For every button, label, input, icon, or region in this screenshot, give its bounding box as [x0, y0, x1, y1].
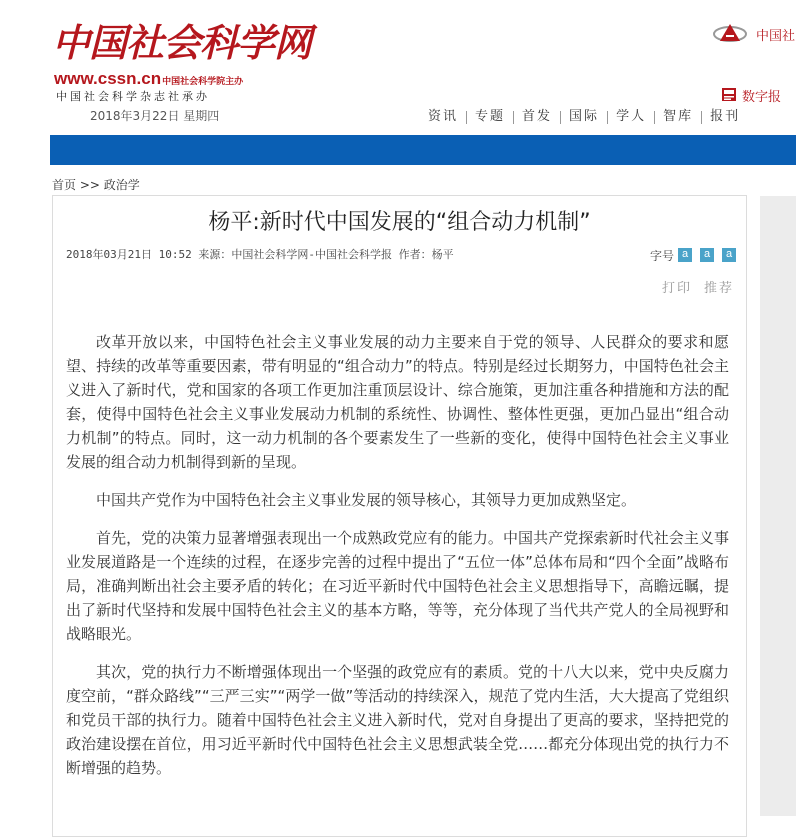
- site-logo[interactable]: 中国社会科学网: [52, 20, 312, 65]
- article-title: 杨平:新时代中国发展的“组合动力机制”: [208, 210, 591, 235]
- nav-item-topics[interactable]: 专题: [475, 109, 506, 124]
- print-button[interactable]: 打印: [662, 281, 693, 296]
- article-meta: 2018年03月21日 10:52 来源：中国社会科学网-中国社会科学报 作者：杨平: [66, 248, 454, 261]
- publisher-note: 中国社会科学杂志社承办: [56, 90, 210, 103]
- nav-item-international[interactable]: 国际: [569, 109, 600, 124]
- nav-item-news[interactable]: 资讯: [428, 109, 459, 124]
- right-sidebar: [760, 196, 796, 816]
- font-size-medium-button[interactable]: a: [700, 248, 714, 262]
- breadcrumb-section[interactable]: 政治学: [103, 178, 140, 192]
- font-size-large-button[interactable]: a: [722, 248, 736, 262]
- host-note: 中国社会科学院主办: [162, 76, 244, 86]
- partner-logo-icon[interactable]: [712, 22, 748, 44]
- digital-newspaper-link[interactable]: 数字报: [742, 90, 782, 105]
- main-nav-bar: [50, 135, 796, 165]
- breadcrumb-home[interactable]: 首页: [52, 178, 77, 192]
- font-size-small-button[interactable]: a: [678, 248, 692, 262]
- partner-link[interactable]: 中国社: [756, 29, 796, 44]
- site-url[interactable]: [54, 70, 243, 90]
- font-size-label: 字号: [650, 249, 675, 263]
- breadcrumb-separator: >>: [79, 178, 100, 192]
- article-paragraph: 中国共产党作为中国特色社会主义事业发展的领导核心，其领导力更加成熟坚定。: [96, 491, 637, 509]
- nav-item-journals[interactable]: 报刊: [710, 109, 741, 124]
- nav-item-think-tank[interactable]: 智库: [663, 109, 694, 124]
- current-date: 2018年3月22日 星期四: [90, 109, 220, 123]
- nav-item-first-release[interactable]: 首发: [522, 109, 553, 124]
- nav-item-scholars[interactable]: 学人: [616, 109, 647, 124]
- newspaper-icon: [721, 87, 737, 102]
- top-nav: [420, 109, 748, 125]
- article-paragraph: 改革开放以来，中国特色社会主义事业发展的动力主要来自于党的领导、人民群众的要求和愿望、持续的改革等重要因素，带有明显的“组合动力”的特点。特别是经过长期努力，中国特色社会主义进入了新时代，党和国家的各项工作更加注重顶层设计、综合施策，更加注重各种措施和方法的配套，使得中国特色社会主义事业发展动力机制的系统性、协调性、整体性更强，更加凸显出“组合动力机制”的特点。同时，这一动力机制的各个要素发生了一些新的变化，使得中国特色社会主义事业发展的组合动力机制得到新的呈现。: [66, 333, 729, 471]
- recommend-button[interactable]: 推荐: [704, 281, 735, 296]
- article-paragraph: 首先，党的决策力显著增强表现出一个成熟政党应有的能力。中国共产党探索新时代社会主义事业发展道路是一个连续的过程，在逐步完善的过程中提出了“五位一体”总体布局和“四个全面”战略布局，准确判断出社会主要矛盾的转化；在习近平新时代中国特色社会主义思想指导下，高瞻远瞩，提出了新时代坚持和发展中国特色社会主义的基本方略，等等，充分体现了当代共产党人的全局视野和战略眼光。: [66, 529, 729, 643]
- site-url-text: www.cssn.cn: [54, 69, 162, 88]
- article-body: [66, 330, 729, 794]
- breadcrumb: [52, 176, 140, 193]
- article-paragraph: 其次，党的执行力不断增强体现出一个坚强的政党应有的素质。党的十八大以来，党中央反腐力度空前，“群众路线”“三严三实”“两学一做”等活动的持续深入，规范了党内生活，大大提高了党组织和党员干部的执行力。随着中国特色社会主义进入新时代，党对自身提出了更高的要求，坚持把党的政治建设摆在首位，用习近平新时代中国特色社会主义思想武装全党……都充分体现出党的执行力不断增强的趋势。: [66, 663, 729, 777]
